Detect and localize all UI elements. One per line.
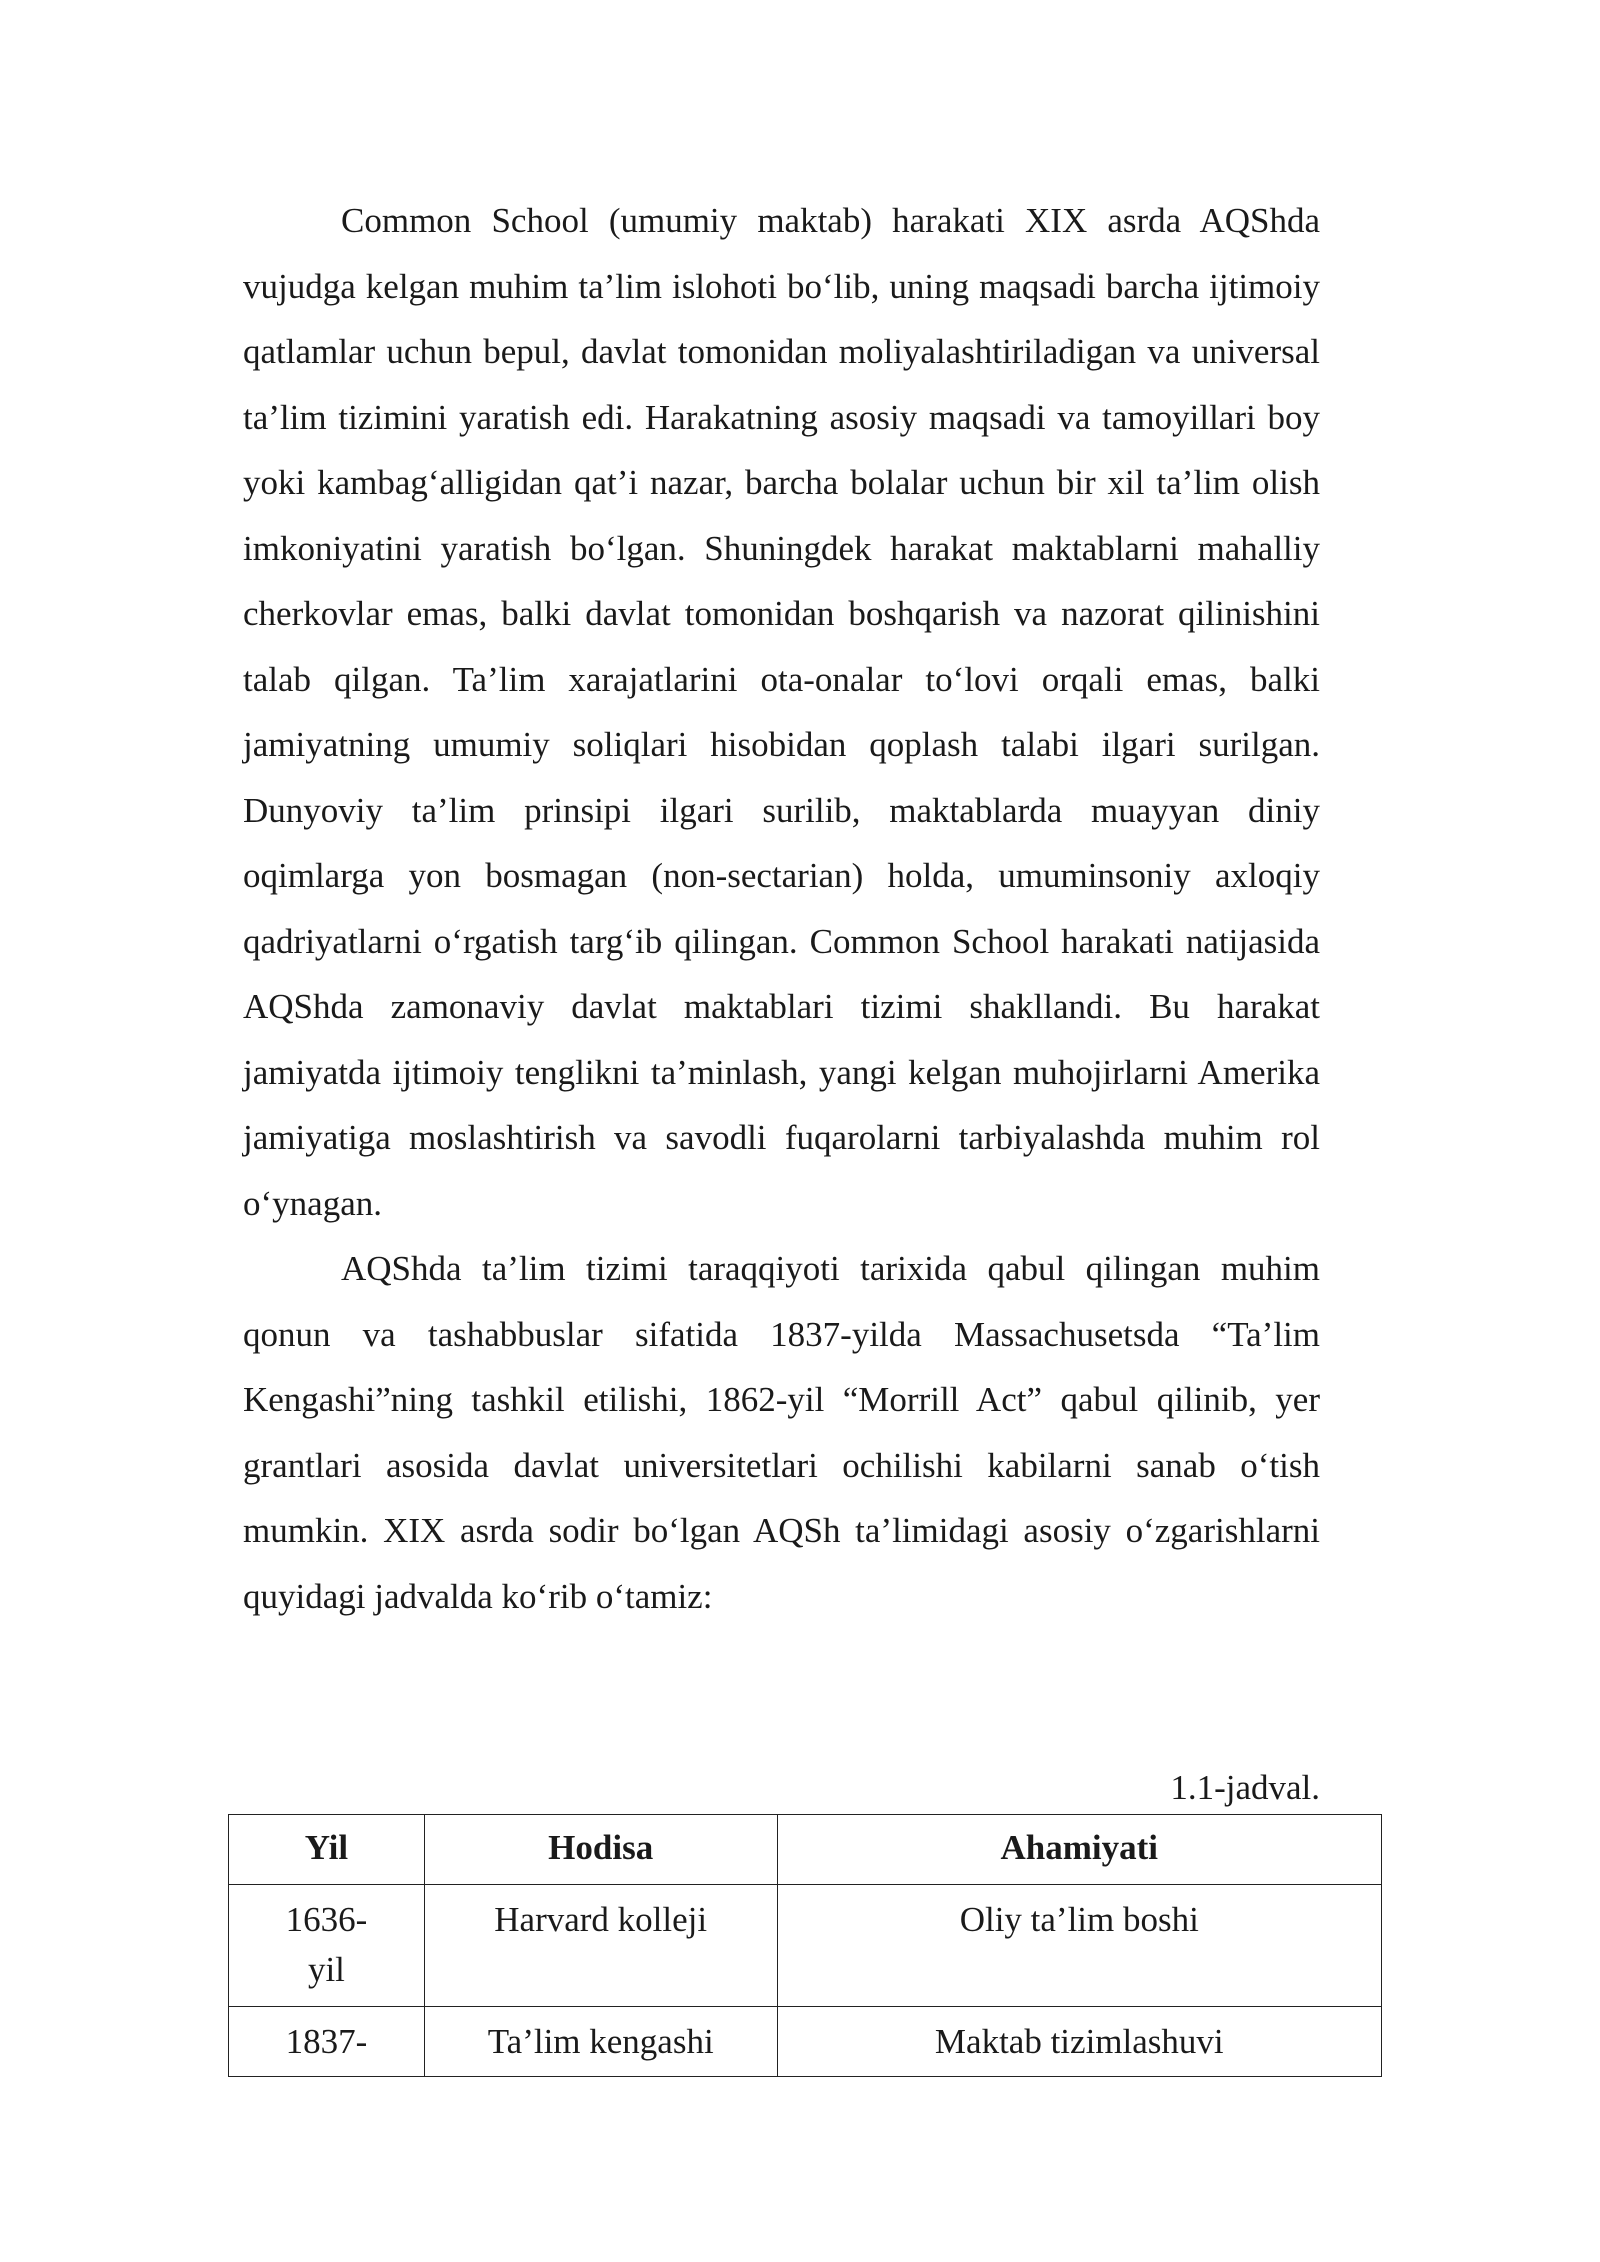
cell-year — [229, 1885, 425, 2007]
cell-significance: Maktab tizimlashuvi — [777, 2007, 1381, 2077]
body-text — [243, 188, 1320, 1629]
paragraph-us-education-history: AQShda ta’lim tizimi taraqqiyoti tarixida qabul qilingan muhim qonun va tashabbuslar sifatida 1837-yilda Massachusetsda “Ta’lim Kengashi”ning tashkil etilishi, 1862-yil “Morrill Act” qabul qilinib, yer grantlari asosida davlat universitetlari ochilishi kabilarni sanab o‘tish mumkin. XIX asrda sodir bo‘lgan AQSh ta’limidagi asosiy o‘zgarishlarni quyidagi jadvalda ko‘rib o‘tamiz: — [243, 1249, 1320, 1616]
cell-event: Harvard kolleji — [424, 1885, 777, 2007]
paragraph-common-school: Common School (umumiy maktab) harakati XIX asrda AQShda vujudga kelgan muhim ta’lim islohoti bo‘lib, uning maqsadi barcha ijtimoiy qatlamlar uchun bepul, davlat tomonidan moliyalashtiriladigan va universal ta’lim tizimini yaratish edi. Harakatning asosiy maqsadi va tamoyillari boy yoki kambag‘alligidan qat’i nazar, barcha bolalar uchun bir xil ta’lim olish imkoniyatini yaratish bo‘lgan. Shuningdek harakat maktablarni mahalliy cherkovlar emas, balki davlat tomonidan boshqarish va nazorat qilinishini talab qilgan. Ta’lim xarajatlarini ota-onalar to‘lovi orqali emas, balki jamiyatning umumiy soliqlari hisobidan qoplash talabi ilgari surilgan. Dunyoviy ta’lim prinsipi ilgari surilib, maktablarda muayyan diniy oqimlarga yon bosmagan (non-sectarian) holda, umuminsoniy axloqiy qadriyatlarni o‘rgatish targ‘ib qilingan. Common School harakati natijasida AQShda zamonaviy davlat maktablari tizimi shakllandi. Bu harakat jamiyatda ijtimoiy tenglikni ta’minlash, yangi kelgan muhojirlarni Amerika jamiyatiga moslashtirish va savodli fuqarolarni tarbiyalashda muhim rol o‘ynagan. — [243, 201, 1320, 1223]
header-year: Yil — [229, 1815, 425, 1885]
header-event: Hodisa — [424, 1815, 777, 1885]
cell-year: 1837- — [229, 2007, 425, 2077]
table-header-row — [229, 1815, 1382, 1885]
education-events-table — [228, 1814, 1382, 2077]
year-text: 1636-yil — [285, 1900, 368, 1989]
header-significance: Ahamiyati — [777, 1815, 1381, 1885]
cell-significance: Oliy ta’lim boshi — [777, 1885, 1381, 2007]
table-caption: 1.1-jadval. — [1170, 1768, 1320, 1807]
table-row — [229, 2007, 1382, 2077]
cell-event: Ta’lim kengashi — [424, 2007, 777, 2077]
table-row — [229, 1885, 1382, 2007]
